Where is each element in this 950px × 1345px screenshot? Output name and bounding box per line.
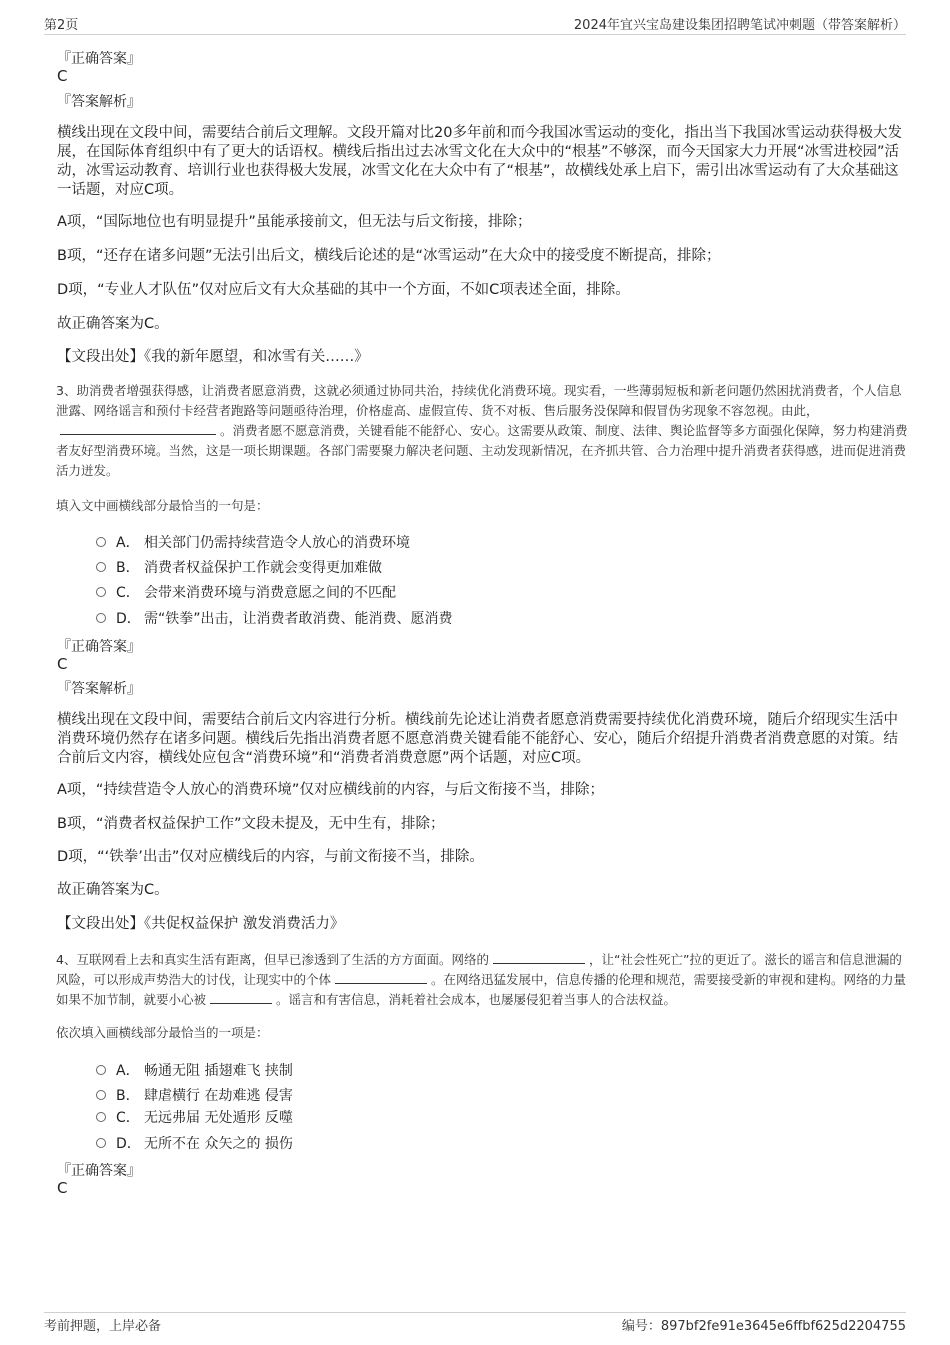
correct-answer-label: 『正确答案』 bbox=[57, 639, 141, 655]
page-number: 第2页 bbox=[44, 18, 79, 33]
radio-icon[interactable] bbox=[96, 1065, 106, 1075]
conclusion: 故正确答案为C。 bbox=[57, 882, 169, 898]
option-a[interactable]: A． 相关部门仍需持续营造令人放心的消费环境 bbox=[96, 532, 410, 552]
option-a-note: A项，“持续营造令人放心的消费环境”仅对应横线前的内容，与后文衔接不当，排除； bbox=[57, 782, 604, 798]
answer-value: C bbox=[57, 1179, 68, 1197]
footer-slogan: 考前押题，上岸必备 bbox=[44, 1319, 162, 1334]
option-c[interactable]: C． 会带来消费环境与消费意愿之间的不匹配 bbox=[96, 582, 396, 602]
question-stem-part1: 3、助消费者增强获得感，让消费者愿意消费，这就必须通过协同共治，持续优化消费环境。现实看，一些薄弱短板和新老问题仍然困扰消费者，个人信息泄露、网络谣言和预付卡经营者跑路等问题亟待治理，价格虚高、虚假宣传、货不对板、售后服务没保障和假冒伪劣现象不容忽视。由此， bbox=[56, 383, 902, 418]
question-stem: 4、互联网看上去和真实生活有距离，但早已渗透到了生活的方方面面。网络的 ，让“社会性死亡”拉的更近了。滋长的谣言和信息泄漏的风险，可以形成声势浩大的讨伐，让现实中的个体 。在网络迅猛发展中，信息传播的伦理和规范，需要接受新的审视和建构。网络的力量如果不加节制，就要小心被 。谣言和有害信息，消耗着社会成本，也屡屡侵犯着当事人的合法权益。 bbox=[56, 952, 907, 1007]
radio-icon[interactable] bbox=[96, 587, 106, 597]
document-title: 2024年宜兴宝岛建设集团招聘笔试冲刺题（带答案解析） bbox=[573, 18, 906, 33]
fill-blank bbox=[210, 991, 272, 1004]
analysis-paragraph: 横线出现在文段中间，需要结合前后文理解。文段开篇对比20多年前和而今我国冰雪运动的变化，指出当下我国冰雪运动获得极大发展，在国际体育组织中有了更大的话语权。横线后指出过去冰雪文化在大众中的“根基”不够深，而今天国家大力开展“冰雪进校园”活动，冰雪运动教育、培训行业也获得极大发展，冰雪文化在大众中有了“根基”，故横线处承上启下，需引出冰雪运动有了大众基础这一话题，对应C项。 bbox=[57, 125, 902, 198]
option-d[interactable]: D． 无所不在 众矢之的 损伤 bbox=[96, 1133, 293, 1153]
radio-icon[interactable] bbox=[96, 613, 106, 623]
option-d-note: D项，“‘铁拳’出击”仅对应横线后的内容，与前文衔接不当，排除。 bbox=[57, 849, 484, 865]
page-header bbox=[44, 12, 906, 35]
radio-icon[interactable] bbox=[96, 562, 106, 572]
analysis-label: 『答案解析』 bbox=[57, 94, 141, 110]
correct-answer-label: 『正确答案』 bbox=[57, 51, 141, 67]
question-prompt: 填入文中画横线部分最恰当的一句是： bbox=[56, 498, 269, 513]
option-b-note: B项，“还存在诸多问题”无法引出后文，横线后论述的是“冰雪运动”在大众中的接受度不断提高，排除； bbox=[57, 248, 721, 264]
fill-blank bbox=[493, 951, 585, 964]
fill-blank bbox=[60, 422, 216, 435]
page-footer bbox=[44, 1312, 906, 1335]
radio-icon[interactable] bbox=[96, 1090, 106, 1100]
analysis-label: 『答案解析』 bbox=[57, 681, 141, 697]
option-d[interactable]: D． 需“铁拳”出击，让消费者敢消费、能消费、愿消费 bbox=[96, 608, 453, 628]
question-prompt: 依次填入画横线部分最恰当的一项是： bbox=[56, 1025, 269, 1040]
answer-value: C bbox=[57, 655, 68, 673]
correct-answer-label: 『正确答案』 bbox=[57, 1163, 141, 1179]
option-b[interactable]: B． 肆虐横行 在劫难逃 侵害 bbox=[96, 1085, 293, 1105]
question-stem-part2: 。消费者愿不愿意消费，关键看能不能舒心、安心。这需要从政策、制度、法律、舆论监督等多方面强化保障，努力构建消费者友好型消费环境。当然，这是一项长期课题。各部门需要聚力解决老问题、主动发现新情况，在齐抓共管、合力治理中提升消费者获得感，进而促进消费活力迸发。 bbox=[56, 423, 908, 478]
document-id: 编号：897bf2fe91e3645e6ffbf625d2204755 bbox=[621, 1319, 906, 1334]
analysis-paragraph: 横线出现在文段中间，需要结合前后文内容进行分析。横线前先论述让消费者愿意消费需要持续优化消费环境，随后介绍现实生活中消费环境仍然存在诸多问题。横线后先指出消费者愿不愿意消费关键看能不能舒心、安心，随后介绍提升消费者消费意愿的对策。结合前后文内容，横线处应包含“消费环境”和“消费者消费意愿”两个话题，对应C项。 bbox=[57, 712, 898, 766]
fill-blank bbox=[335, 971, 427, 984]
conclusion: 故正确答案为C。 bbox=[57, 316, 169, 332]
source-citation: 【文段出处】《共促权益保护 激发消费活力》 bbox=[57, 916, 345, 932]
radio-icon[interactable] bbox=[96, 1138, 106, 1148]
option-c[interactable]: C． 无远弗届 无处遁形 反噬 bbox=[96, 1107, 293, 1127]
question-stem bbox=[56, 381, 908, 481]
radio-icon[interactable] bbox=[96, 537, 106, 547]
radio-icon[interactable] bbox=[96, 1112, 106, 1122]
source-citation: 【文段出处】《我的新年愿望，和冰雪有关……》 bbox=[57, 349, 369, 365]
answer-value: C bbox=[57, 67, 68, 85]
option-b-note: B项，“消费者权益保护工作”文段未提及，无中生有，排除； bbox=[57, 816, 445, 832]
option-a[interactable]: A． 畅通无阻 插翅难飞 挟制 bbox=[96, 1060, 293, 1080]
option-a-note: A项，“国际地位也有明显提升”虽能承接前文，但无法与后文衔接，排除； bbox=[57, 214, 532, 230]
option-b[interactable]: B． 消费者权益保护工作就会变得更加难做 bbox=[96, 557, 382, 577]
option-d-note: D项，“专业人才队伍”仅对应后文有大众基础的其中一个方面，不如C项表述全面，排除。 bbox=[57, 282, 630, 298]
